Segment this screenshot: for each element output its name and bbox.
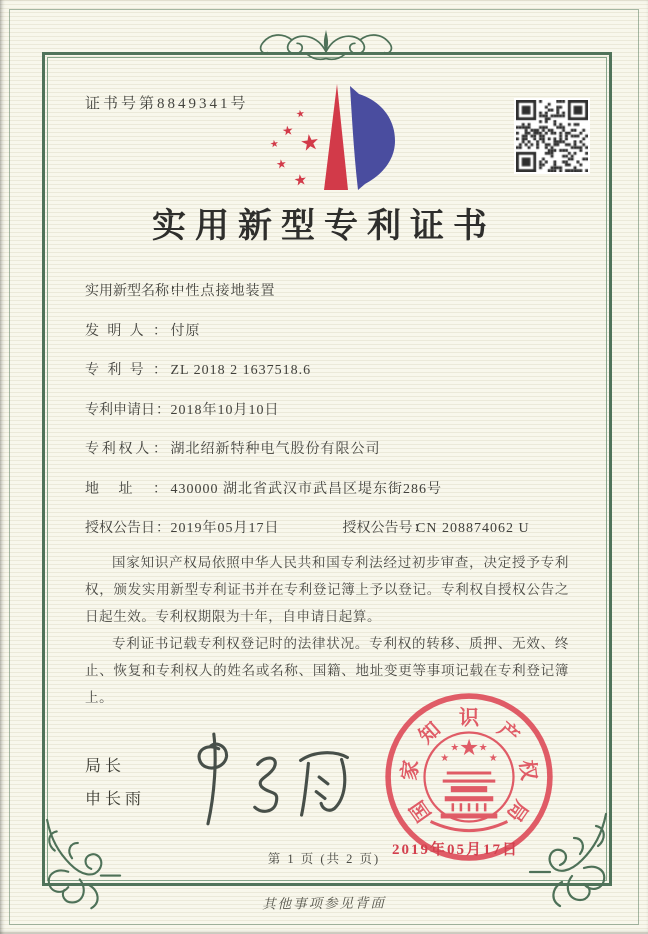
svg-text:家: 家 (398, 758, 423, 782)
star-icon: ★ (292, 172, 309, 190)
field-row-inventor (85, 320, 570, 360)
star-icon: ★ (440, 752, 450, 764)
field-value: 湖北绍新特种电气股份有限公司 (170, 442, 381, 457)
field-label: 实用新型名称 ： (85, 280, 167, 300)
field-row-patent-no (85, 359, 570, 399)
director-title: 局长 (85, 758, 126, 775)
star-icon: ★ (281, 122, 295, 139)
field-label: 发明人 ： (85, 320, 167, 340)
svg-text:知: 知 (415, 718, 445, 749)
svg-text:产: 产 (493, 718, 523, 749)
field-label: 专利号 ： (85, 359, 167, 379)
logo-red-spike (324, 84, 348, 190)
field-value: ZL 2018 2 1637518.6 (170, 363, 312, 378)
svg-text:局: 局 (502, 796, 532, 826)
field-row-filing-date (85, 399, 570, 439)
national-emblem (425, 733, 514, 831)
legal-paragraph-2: 专利证书记载专利权登记时的法律状况。专利权的转移、质押、无效、终止、恢复和专利权人的姓名或名称、国籍、地址变更等事项记载在专利登记簿上。 (85, 636, 569, 705)
field-label: 授权公告号 ： (343, 517, 413, 537)
svg-text:权: 权 (515, 758, 540, 782)
star-icon: ★ (295, 108, 306, 121)
seal-date: 2019年05月17日 (392, 842, 520, 858)
page-number: 第 1 页 (共 2 页) (267, 852, 381, 866)
svg-text:国: 国 (406, 796, 436, 826)
field-value: 中性点接地装置 (170, 284, 276, 299)
grant-date-value: 2019年05月17日 (170, 521, 280, 536)
field-row-address (85, 478, 570, 518)
star-icon: ★ (450, 742, 460, 754)
qr-code (514, 98, 590, 174)
star-icon: ★ (488, 752, 498, 764)
field-label: 专利权人 ： (85, 438, 167, 458)
grant-no-value: CN 208874062 U (416, 521, 530, 536)
star-icon: ★ (275, 156, 288, 172)
director-name: 申长雨 (85, 791, 146, 808)
field-row-name (85, 280, 570, 320)
director-signature (168, 728, 363, 828)
field-label: 专利申请日 ： (85, 399, 167, 419)
legal-paragraph-1: 国家知识产权局依照中华人民共和国专利法经过初步审查，决定授予专利权，颁发实用新型专利证书并在专利登记簿上予以登记。专利权自授权公告之日起生效。专利权期限为十年，自申请日起算。 (85, 555, 569, 624)
certificate-title: 实用新型专利证书 (152, 208, 496, 245)
star-icon: ★ (478, 742, 488, 754)
see-back-note: 其他事项参见背面 (261, 895, 387, 912)
field-label: 地址 ： (85, 478, 167, 498)
field-row-patentee (85, 438, 570, 478)
field-value: 2018年10月10日 (170, 402, 280, 418)
cnipa-logo (262, 80, 412, 195)
field-label: 授权公告日 ： (85, 517, 167, 537)
svg-text:识: 识 (458, 707, 480, 730)
star-icon: ★ (459, 734, 479, 760)
fields-block (85, 280, 570, 557)
signoff-block (85, 750, 145, 816)
certificate-number: 证书号第8849341号 (85, 96, 249, 112)
field-value: 付原 (170, 323, 201, 339)
star-icon: ★ (298, 128, 322, 157)
logo-blue-p (350, 86, 395, 190)
field-value: 430000 湖北省武汉市武昌区堤东街286号 (170, 481, 442, 497)
legal-text-block (85, 549, 569, 711)
star-icon: ★ (269, 138, 280, 151)
